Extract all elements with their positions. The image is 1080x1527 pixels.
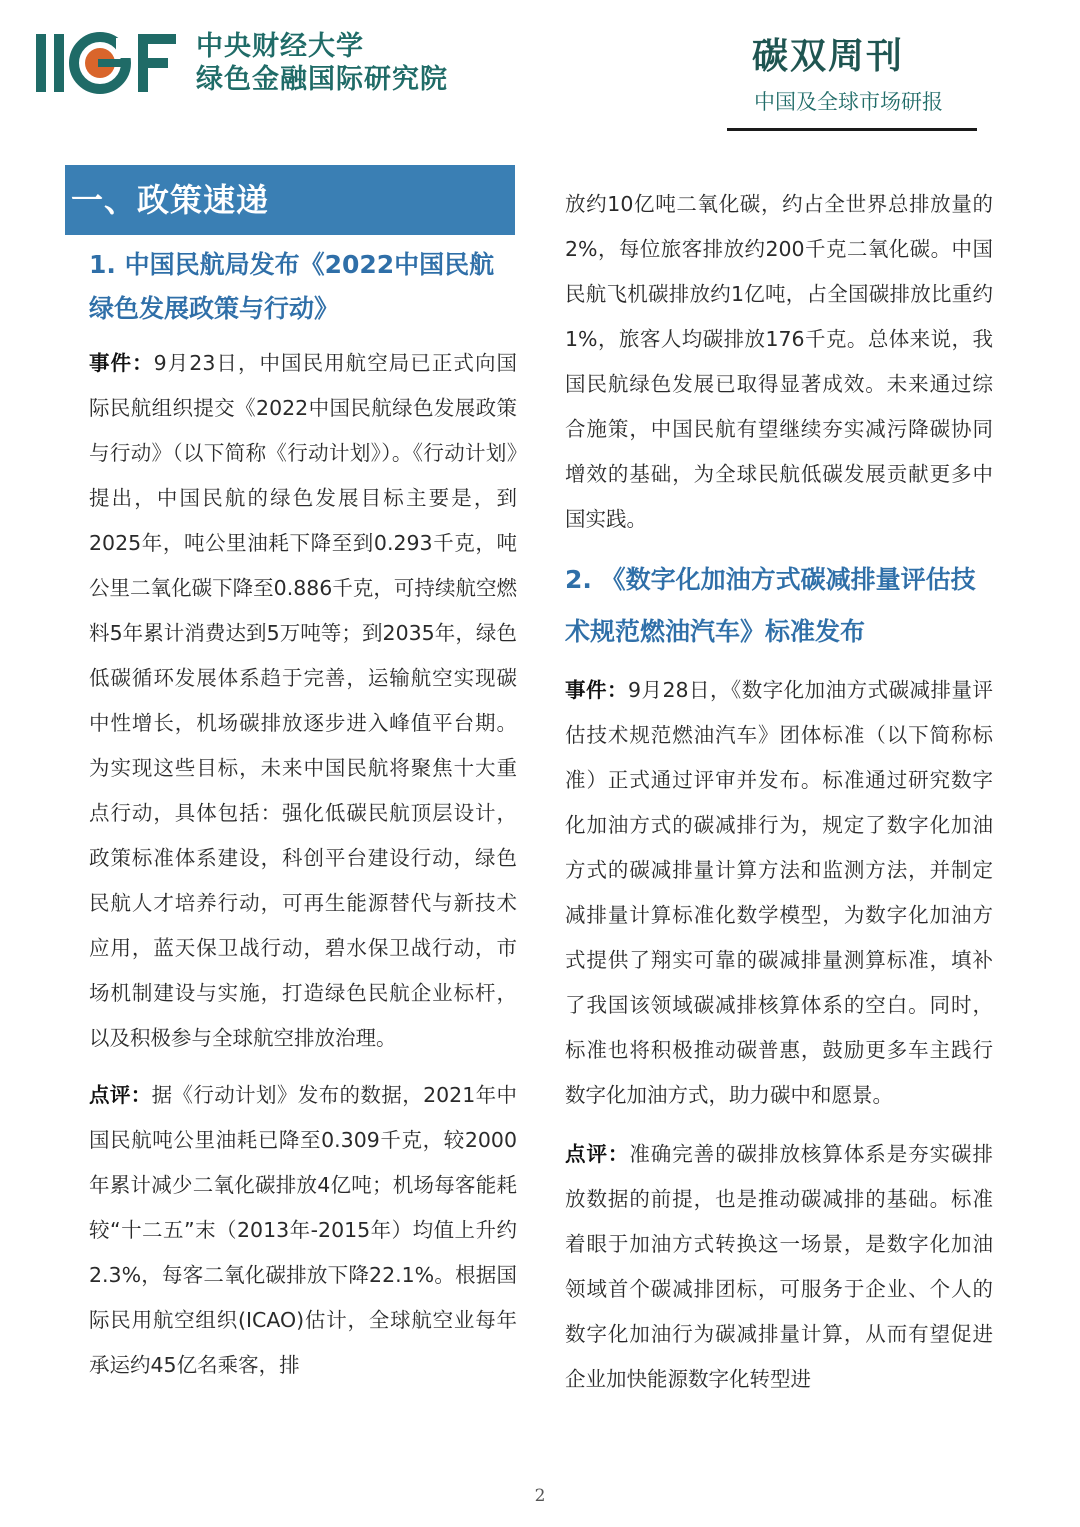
article2-heading: 2. 《数字化加油方式碳减排量评估技术规范燃油汽车》标准发布 bbox=[565, 565, 976, 646]
section-banner: 一、政策速递 bbox=[65, 165, 515, 235]
event-label: 事件： bbox=[89, 351, 154, 375]
publication-title: 碳双周刊 bbox=[752, 36, 905, 77]
right-column bbox=[565, 182, 993, 1402]
article2-event-text: 9月28日，《数字化加油方式碳减排量评估技术规范燃油汽车》团体标准（以下简称标准）正式通过评审并发布。标准通过研究数字化加油方式的碳减排行为，规定了数字化加油方式的碳减排量计算方法和监测方法，并制定减排量计算标准化数学模型，为数字化加油方式提供了翔实可靠的碳减排量测算标准，填补了我国该领域碳减排核算体系的空白。同时，标准也将积极推动碳普惠，鼓励更多车主践行数字化加油方式，助力碳中和愿景。 bbox=[565, 678, 993, 1107]
comment-label: 点评： bbox=[565, 1142, 630, 1166]
article2-comment-text: 准确完善的碳排放核算体系是夯实碳排放数据的前提，也是推动碳减排的基础。标准着眼于加油方式转换这一场景，是数字化加油领域首个碳减排团标，可服务于企业、个人的数字化加油行为碳减排量计算，从而有望促进企业加快能源数字化转型进 bbox=[565, 1142, 994, 1391]
page-number: 2 bbox=[534, 1486, 546, 1506]
org-name-line1: 中央财经大学 bbox=[196, 31, 364, 62]
publication-subtitle: 中国及全球市场研报 bbox=[754, 90, 943, 114]
comment-label: 点评： bbox=[89, 1083, 152, 1107]
article2-event-paragraph bbox=[565, 668, 993, 1118]
org-name-line2: 绿色金融国际研究院 bbox=[196, 64, 448, 95]
article1-comment-text: 据《行动计划》发布的数据，2021年中国民航吨公里油耗已降至0.309千克，较2000年累计减少二氧化碳排放4亿吨；机场每客能耗较“十二五”末（2013年-2015年）均值上升约2.3%，每客二氧化碳排放下降22.1%。根据国际民用航空组织(ICAO)估计，全球航空业每年承运约45亿名乘客，排 bbox=[89, 1083, 518, 1377]
article1-comment-continued: 放约10亿吨二氧化碳，约占全世界总排放量的2%，每位旅客排放约200千克二氧化碳。中国民航飞机碳排放约1亿吨，占全国碳排放比重约1%，旅客人均碳排放176千克。总体来说，我国民航绿色发展已取得显著成效。未来通过综合施策，中国民航有望继续夯实减污降碳协同增效的基础，为全球民航低碳发展贡献更多中国实践。 bbox=[565, 192, 993, 531]
org-name bbox=[196, 30, 448, 96]
article2-comment-paragraph bbox=[565, 1132, 993, 1402]
article1-event-text: 9月23日，中国民用航空局已正式向国际民航组织提交《2022中国民航绿色发展政策与行动》（以下简称《行动计划》）。《行动计划》提出，中国民航的绿色发展目标主要是，到2025年，吨公里油耗下降至到0.293千克，吨公里二氧化碳下降至0.886千克，可持续航空燃料5年累计消费达到5万吨等；到2035年，绿色低碳循环发展体系趋于完善，运输航空实现碳中性增长，机场碳排放逐步进入峰值平台期。为实现这些目标，未来中国民航将聚焦十大重点行动，具体包括：强化低碳民航顶层设计，政策标准体系建设，科创平台建设行动，绿色民航人才培养行动，可再生能源替代与新技术应用，蓝天保卫战行动，碧水保卫战行动，市场机制建设与实施，打造绿色民航企业标杆，以及积极参与全球航空排放治理。 bbox=[89, 351, 517, 1050]
article1-comment-paragraph bbox=[89, 1073, 517, 1388]
header-divider bbox=[727, 128, 977, 131]
article1-heading: 1. 中国民航局发布《2022中国民航绿色发展政策与行动》 bbox=[89, 250, 495, 323]
article1-event-paragraph bbox=[89, 341, 517, 1061]
left-column bbox=[89, 243, 517, 1388]
event-label: 事件： bbox=[565, 678, 628, 702]
iigf-logo bbox=[34, 32, 184, 94]
